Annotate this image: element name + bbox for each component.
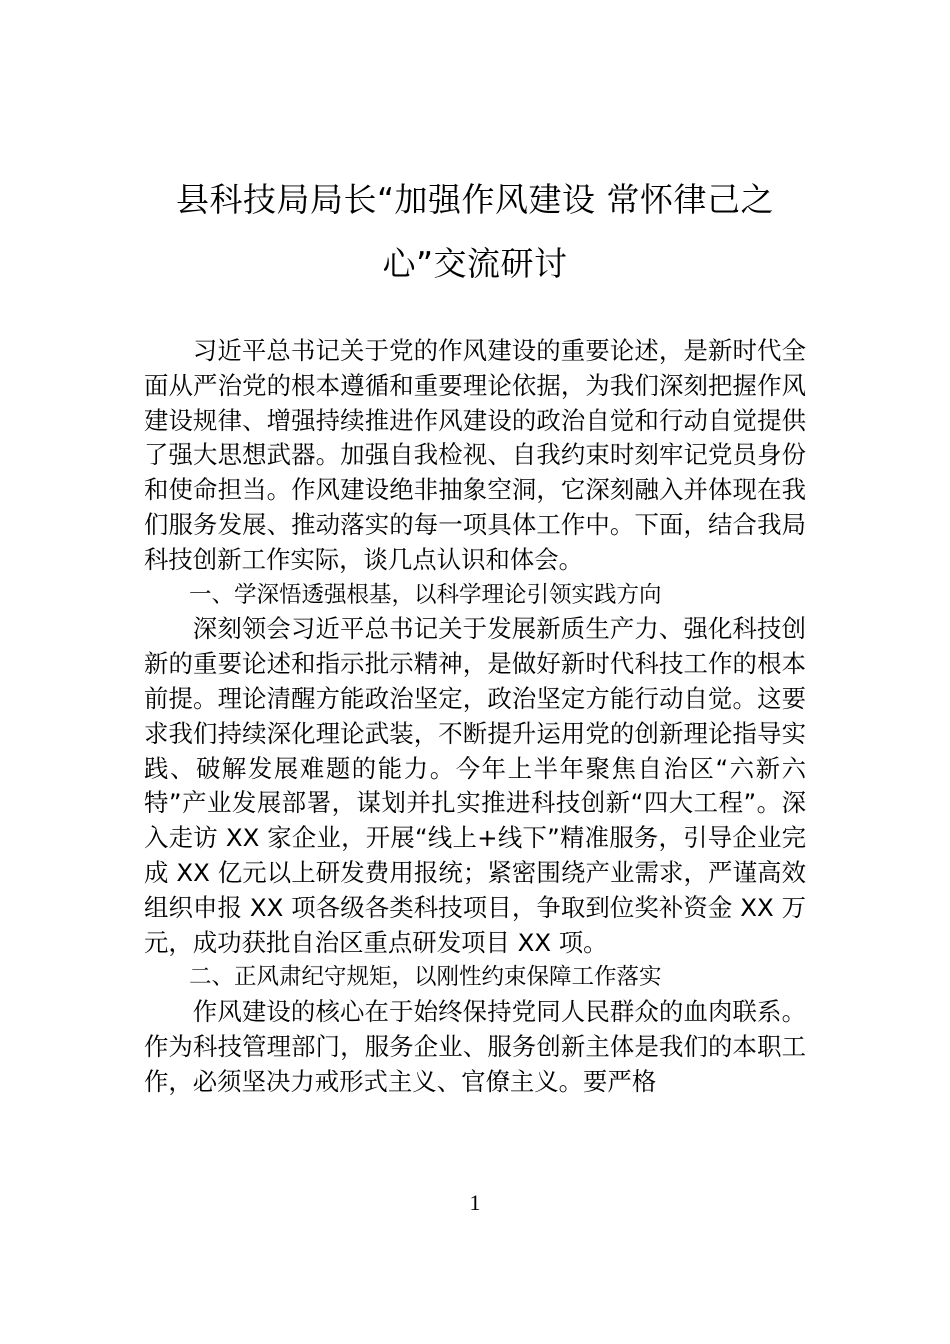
body-paragraph: 习近平总书记关于党的作风建设的重要论述，是新时代全面从严治党的根本遵循和重要理论依据，为我们深刻把握作风建设规律、增强持续推进作风建设的政治自觉和行动自觉提供了强大思想武器。加强自我检视、自我约束时刻牢记党员身份和使命担当。作风建设绝非抽象空洞，它深刻融入并体现在我们服务发展、推动落实的每一项具体工作中。下面，结合我局科技创新工作实际，谈几点认识和体会。 [144, 336, 806, 574]
page-number: 1 [469, 1190, 481, 1215]
document-title: 县科技局局长“加强作风建设 常怀律己之心”交流研讨 [175, 180, 775, 283]
section-heading: 一、学深悟透强根基，以科学理论引领实践方向 [189, 581, 662, 608]
body-paragraph: 作风建设的核心在于始终保持党同人民群众的血肉联系。作为科技管理部门，服务企业、服务创新主体是我们的本职工作，必须坚决力戒形式主义、官僚主义。要严格 [144, 997, 806, 1096]
body-paragraph: 深刻领会习近平总书记关于发展新质生产力、强化科技创新的重要论述和指示批示精神，是做好新时代科技工作的根本前提。理论清醒方能政治坚定，政治坚定方能行动自觉。这要求我们持续深化理论武装，不断提升运用党的创新理论指导实践、破解发展难题的能力。今年上半年聚焦自治区“六新六特”产业发展部署，谋划并扎实推进科技创新“四大工程”。深入走访 XX 家企业，开展“线上+线下”精准服务，引导企业完成 XX 亿元以上研发费用报统；紧密围绕产业需求，严谨高效组织申报 XX 项各级各类科技项目，争取到位奖补资金 XX 万元，成功获批自治区重点研发项目 XX 项。 [144, 614, 806, 957]
document-body [144, 334, 806, 1100]
section-heading: 二、正风肃纪守规矩，以刚性约束保障工作落实 [189, 964, 662, 991]
